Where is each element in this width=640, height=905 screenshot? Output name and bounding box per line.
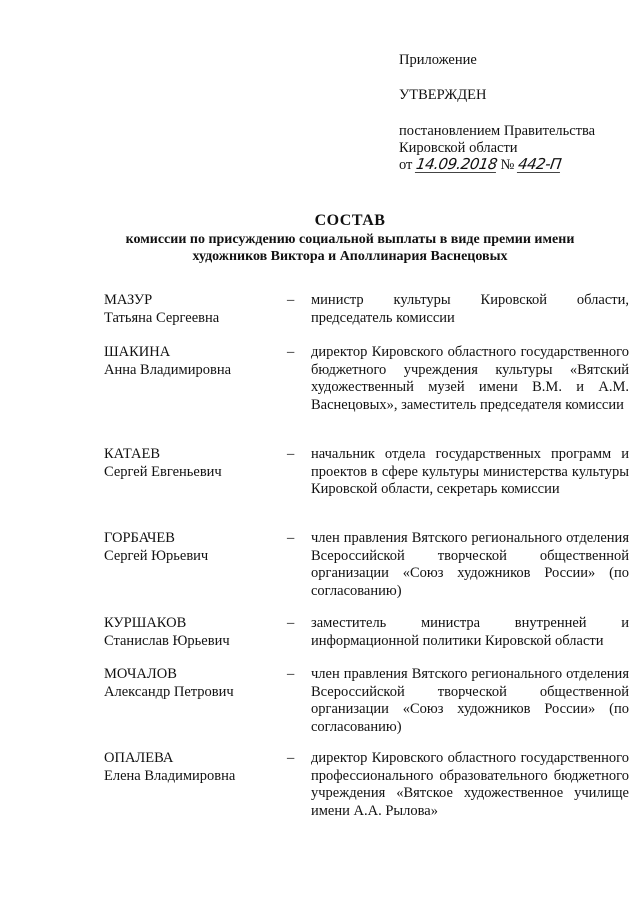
number-prefix: № — [500, 157, 515, 173]
approved-label: УТВЕРЖДЕН — [399, 87, 487, 103]
appendix-label: Приложение — [399, 52, 477, 68]
member-given-name: Татьяна Сергеевна — [104, 309, 220, 326]
member-role: член правления Вятского регионального отделения Всероссийской творческой общественной организации «Союз художников России» (по согласованию) — [311, 530, 629, 599]
member-role: директор Кировского областного государственного профессионального образовательного бюджетного учреждения «Вятское художественное училище имени А.А. Рылова» — [311, 750, 629, 819]
member-name — [104, 615, 284, 650]
member-name — [104, 530, 284, 565]
document-subtitle-line-2: художников Виктора и Аполлинария Васнецовых — [192, 249, 508, 264]
member-name — [104, 292, 284, 327]
member-surname: МАЗУР — [104, 292, 153, 308]
member-surname: ШАКИНА — [104, 344, 171, 360]
member-given-name: Елена Владимировна — [104, 767, 236, 784]
member-given-name: Александр Петрович — [104, 683, 234, 700]
approval-stamp-block — [399, 52, 629, 174]
member-dash: – — [287, 530, 295, 546]
decree-line-1: постановлением Правительства — [399, 123, 596, 139]
member-surname: ОПАЛЕВА — [104, 750, 174, 766]
member-name — [104, 750, 284, 785]
member-name — [104, 344, 284, 379]
member-dash: – — [287, 344, 295, 360]
member-given-name: Сергей Евгеньевич — [104, 463, 222, 480]
member-given-name: Сергей Юрьевич — [104, 547, 209, 564]
document-title-block — [80, 211, 620, 265]
member-given-name: Станислав Юрьевич — [104, 632, 230, 649]
member-name — [104, 446, 284, 481]
member-name — [104, 666, 284, 701]
member-surname: КАТАЕВ — [104, 446, 161, 462]
document-title: СОСТАВ — [314, 212, 386, 229]
member-dash: – — [287, 750, 295, 766]
member-dash: – — [287, 666, 295, 682]
handwritten-date: 14.09.2018 — [414, 155, 499, 173]
date-prefix: от — [399, 157, 413, 173]
member-role: директор Кировского областного государственного бюджетного учреждения культуры «Вятский художественный музей имени В.М. и А.М. Васнецовых», заместитель председателя комиссии — [311, 344, 629, 413]
member-role: министр культуры Кировской области, председатель комиссии — [311, 292, 629, 326]
member-surname: ГОРБАЧЕВ — [104, 530, 175, 546]
handwritten-number: 442-П — [516, 155, 563, 173]
member-dash: – — [287, 292, 295, 308]
member-surname: МОЧАЛОВ — [104, 666, 177, 682]
member-given-name: Анна Владимировна — [104, 361, 232, 378]
member-surname: КУРШАКОВ — [104, 615, 187, 631]
document-subtitle-line-1: комиссии по присуждению социальной выплаты в виде премии имени — [125, 232, 575, 247]
decree-date-line — [399, 157, 629, 174]
member-dash: – — [287, 446, 295, 462]
decree-line-2: Кировской области — [399, 140, 518, 156]
member-role: начальник отдела государственных программ и проектов в сфере культуры министерства культуры Кировской области, секретарь комиссии — [311, 446, 629, 497]
member-role: член правления Вятского регионального отделения Всероссийской творческой общественной организации «Союз художников России» (по согласованию) — [311, 666, 629, 735]
member-dash: – — [287, 615, 295, 631]
member-role: заместитель министра внутренней и информационной политики Кировской области — [311, 615, 629, 649]
